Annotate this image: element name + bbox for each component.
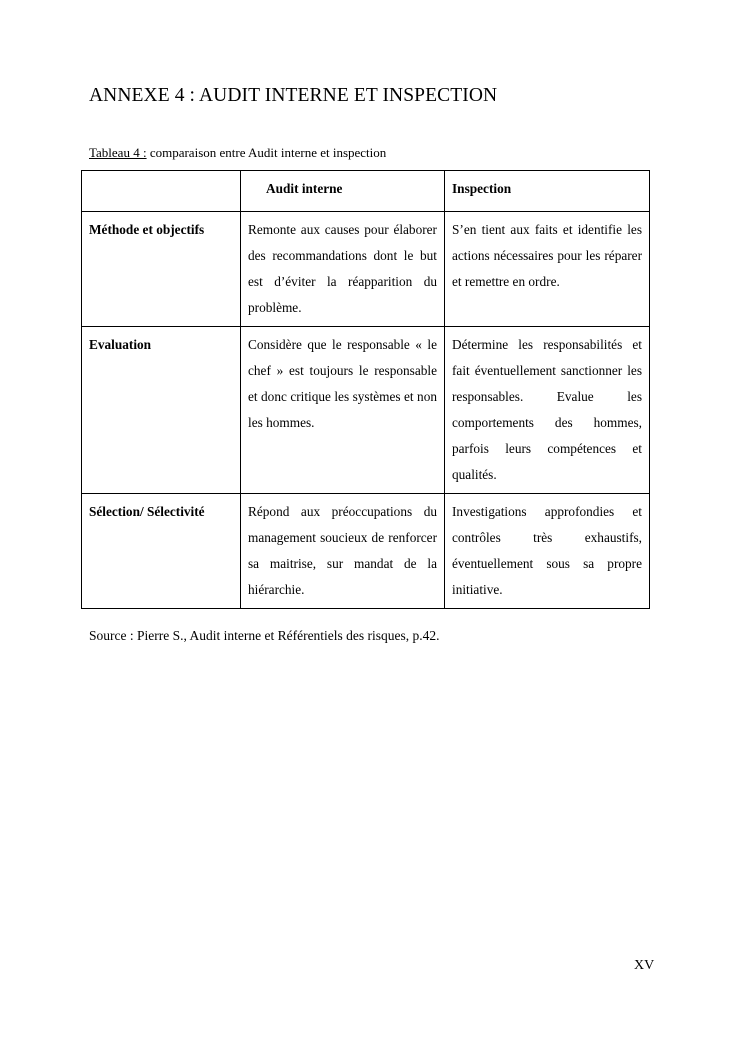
inspection-cell: Investigations approfondies et contrôles très exhaustifs, éventuellement sous sa propre initiative. — [445, 494, 650, 609]
table-caption-text: comparaison entre Audit interne et inspection — [146, 145, 387, 160]
table-header-row — [82, 171, 650, 212]
audit-cell: Répond aux préoccupations du management soucieux de renforcer sa maitrise, sur mandat de la hiérarchie. — [241, 494, 445, 609]
table-row — [82, 212, 650, 327]
audit-cell: Considère que le responsable « le chef » est toujours le responsable et donc critique les systèmes et non les hommes. — [241, 327, 445, 494]
header-empty-cell — [82, 171, 241, 212]
header-audit-interne: Audit interne — [241, 171, 445, 212]
table-caption-label: Tableau 4 : — [89, 145, 147, 160]
audit-cell: Remonte aux causes pour élaborer des recommandations dont le but est d’éviter la réapparition du problème. — [241, 212, 445, 327]
page-title: ANNEXE 4 : AUDIT INTERNE ET INSPECTION — [89, 85, 498, 106]
header-inspection: Inspection — [445, 171, 650, 212]
table-row — [82, 494, 650, 609]
inspection-cell: Détermine les responsabilités et fait éventuellement sanctionner les responsables. Evalue les comportements des hommes, parfois leurs compétences et qualités. — [445, 327, 650, 494]
table-row — [82, 327, 650, 494]
page-number: XV — [634, 958, 655, 973]
inspection-cell: S’en tient aux faits et identifie les actions nécessaires pour les réparer et remettre en ordre. — [445, 212, 650, 327]
table-caption — [89, 145, 386, 161]
row-label: Evaluation — [82, 327, 241, 494]
row-label: Sélection/ Sélectivité — [82, 494, 241, 609]
comparison-table — [81, 170, 650, 609]
row-label: Méthode et objectifs — [82, 212, 241, 327]
source-note: Source : Pierre S., Audit interne et Référentiels des risques, p.42. — [89, 628, 440, 643]
